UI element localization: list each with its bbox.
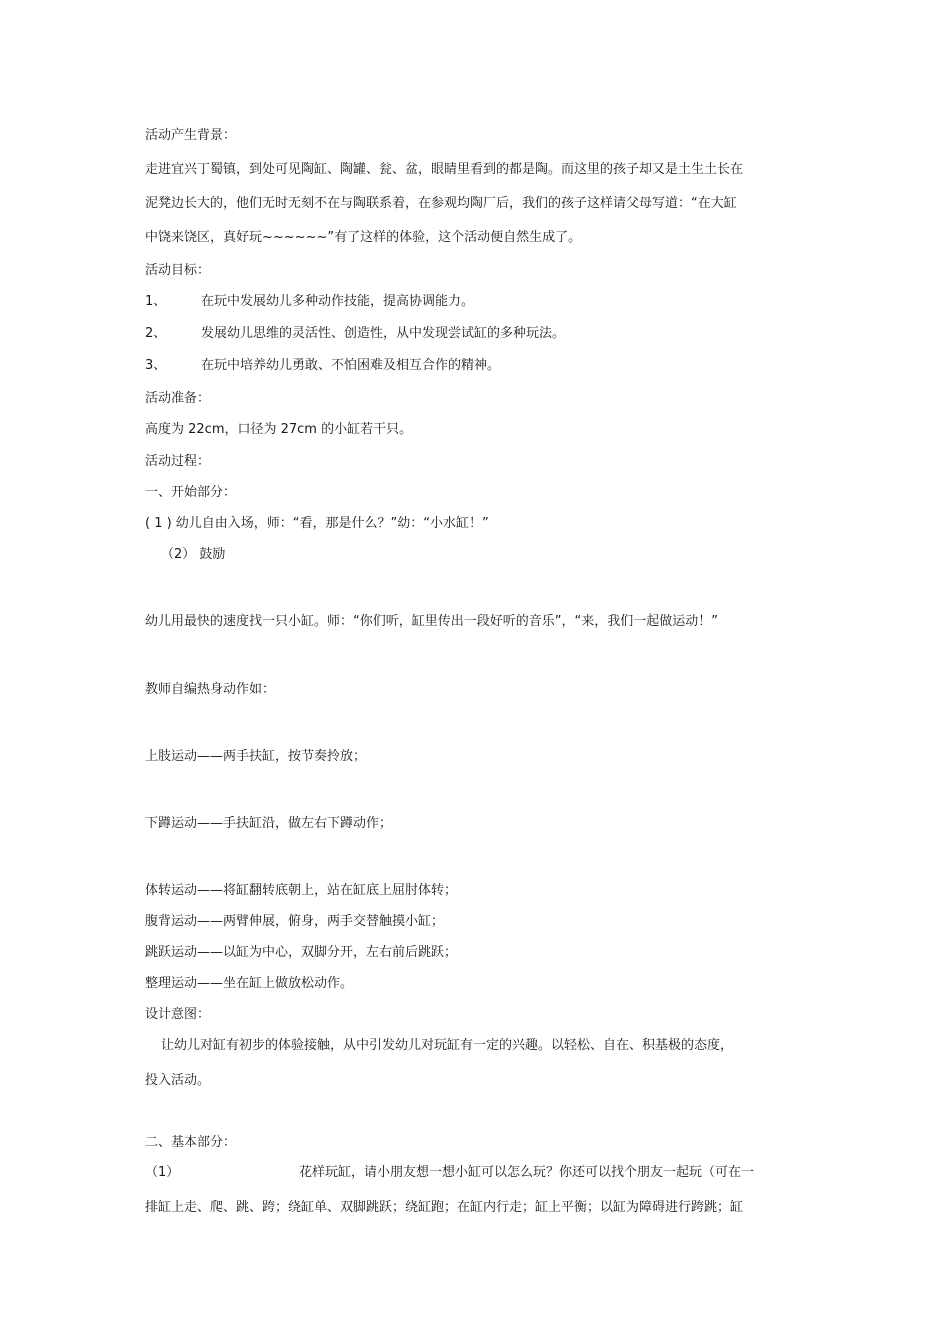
- process-heading: 活动过程：: [145, 454, 211, 469]
- goal-number: 1、: [145, 294, 167, 309]
- design-paragraph-line: 让幼儿对缸有初步的体验接触，从中引发幼儿对玩缸有一定的兴趣。以轻松、自在、积基极的态度，: [161, 1038, 734, 1053]
- warmup-item: 腹背运动——两臂伸展，俯身，两手交替触摸小缸；: [145, 914, 445, 929]
- goal-text: 在玩中培养幼儿勇敢、不怕困难及相互合作的精神。: [201, 358, 501, 373]
- warmup-item: 上肢运动——两手扶缸，按节奏拎放；: [145, 749, 367, 764]
- step-1: ( 1 ) 幼儿自由入场，师：“看，那是什么？”幼：“小水缸！”: [145, 516, 489, 531]
- warmup-item: 整理运动——坐在缸上做放松动作。: [145, 976, 354, 991]
- step-2: （2） 鼓励: [161, 547, 226, 562]
- goal-text: 在玩中发展幼儿多种动作技能，提高协调能力。: [201, 294, 475, 309]
- step-2-detail: 幼儿用最快的速度找一只小缸。师：“你们听，缸里传出一段好听的音乐”，“来，我们一起做运动！”: [145, 614, 718, 629]
- part2-paragraph-line: 排缸上走、爬、跳、跨；绕缸单、双脚跳跃；绕缸跑；在缸内行走；缸上平衡；以缸为障碍进行跨跳；缸: [145, 1200, 744, 1215]
- part1-heading: 一、开始部分：: [145, 485, 237, 500]
- prep-heading: 活动准备：: [145, 391, 211, 406]
- background-paragraph-line: 走进宜兴丁蜀镇，到处可见陶缸、陶罐、瓮、盆，眼睛里看到的都是陶。而这里的孩子却又是土生土长在: [145, 162, 744, 177]
- goal-item: [145, 357, 500, 375]
- background-paragraph-line: 中饶来饶区，真好玩~~~~~~”有了这样的体验，这个活动便自然生成了。: [145, 230, 582, 245]
- prep-text: 高度为 22cm，口径为 27cm 的小缸若干只。: [145, 422, 413, 437]
- goal-heading: 活动目标：: [145, 263, 211, 278]
- background-heading: 活动产生背景：: [145, 128, 237, 143]
- warmup-item: 体转运动——将缸翻转底朝上，站在缸底上屈肘体转；: [145, 883, 458, 898]
- background-paragraph-line: 泥凳边长大的，他们无时无刻不在与陶联系着，在参观均陶厂后，我们的孩子这样请父母写道：“在大缸: [145, 196, 737, 211]
- part2-paragraph-line: [145, 1164, 754, 1182]
- warmup-item: 下蹲运动——手扶缸沿，做左右下蹲动作；: [145, 816, 393, 831]
- design-paragraph-line: 投入活动。: [145, 1073, 211, 1088]
- goal-item: [145, 325, 565, 343]
- goal-number: 3、: [145, 358, 167, 373]
- goal-item: [145, 293, 474, 311]
- part2-text: 花样玩缸，请小朋友想一想小缸可以怎么玩？你还可以找个朋友一起玩（可在一: [299, 1165, 755, 1180]
- goal-number: 2、: [145, 326, 167, 341]
- goal-text: 发展幼儿思维的灵活性、创造性，从中发现尝试缸的多种玩法。: [201, 326, 566, 341]
- warmup-intro: 教师自编热身动作如：: [145, 682, 276, 697]
- warmup-item: 跳跃运动——以缸为中心，双脚分开，左右前后跳跃；: [145, 945, 458, 960]
- part2-heading: 二、基本部分：: [145, 1135, 237, 1150]
- design-heading: 设计意图：: [145, 1007, 211, 1022]
- part2-number: （1）: [145, 1165, 180, 1180]
